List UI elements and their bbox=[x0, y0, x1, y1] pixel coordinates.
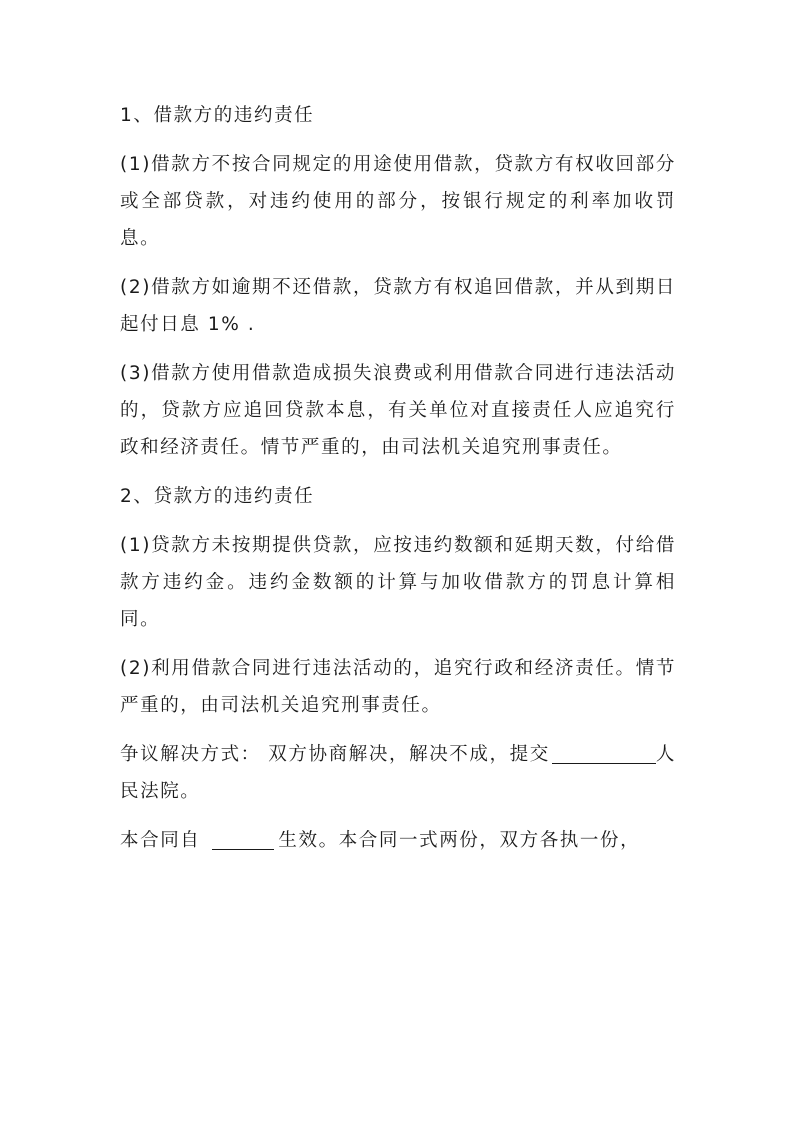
section1-item3: (3)借款方使用借款造成损失浪费或利用借款合同进行违法活动的，贷款方应追回贷款本息，有关单位对直接责任人应追究行政和经济责任。情节严重的，由司法机关追究刑事责任。 bbox=[120, 363, 676, 458]
section2-item2: (2)利用借款合同进行违法活动的，追究行政和经济责任。情节严重的，由司法机关追究刑事责任。 bbox=[120, 658, 676, 716]
dispute-suffix: 人民法院。 bbox=[120, 744, 676, 802]
section1-title: 1、借款方的违约责任 bbox=[120, 105, 315, 126]
effective-date-blank bbox=[212, 827, 274, 850]
section1-item2: (2)借款方如逾期不还借款，贷款方有权追回借款，并从到期日起付日息 1% . bbox=[120, 277, 676, 335]
section2-item1: (1)贷款方未按期提供贷款，应按违约数额和延期天数，付给借款方违约金。违约金数额的计算与加收借款方的罚息计算相同。 bbox=[120, 535, 676, 630]
effective-suffix: 生效。本合同一式两份，双方各执一份， bbox=[278, 830, 641, 851]
document-body bbox=[120, 97, 676, 871]
section2-title: 2、贷款方的违约责任 bbox=[120, 486, 315, 507]
dispute-prefix: 争议解决方式： 双方协商解决，解决不成，提交 bbox=[120, 744, 550, 765]
court-blank bbox=[552, 741, 656, 764]
effective-clause bbox=[120, 822, 676, 859]
effective-prefix: 本合同自 bbox=[120, 830, 201, 851]
dispute-resolution bbox=[120, 736, 676, 810]
section1-item1: (1)借款方不按合同规定的用途使用借款，贷款方有权收回部分或全部贷款，对违约使用的部分，按银行规定的利率加收罚息。 bbox=[120, 154, 676, 249]
